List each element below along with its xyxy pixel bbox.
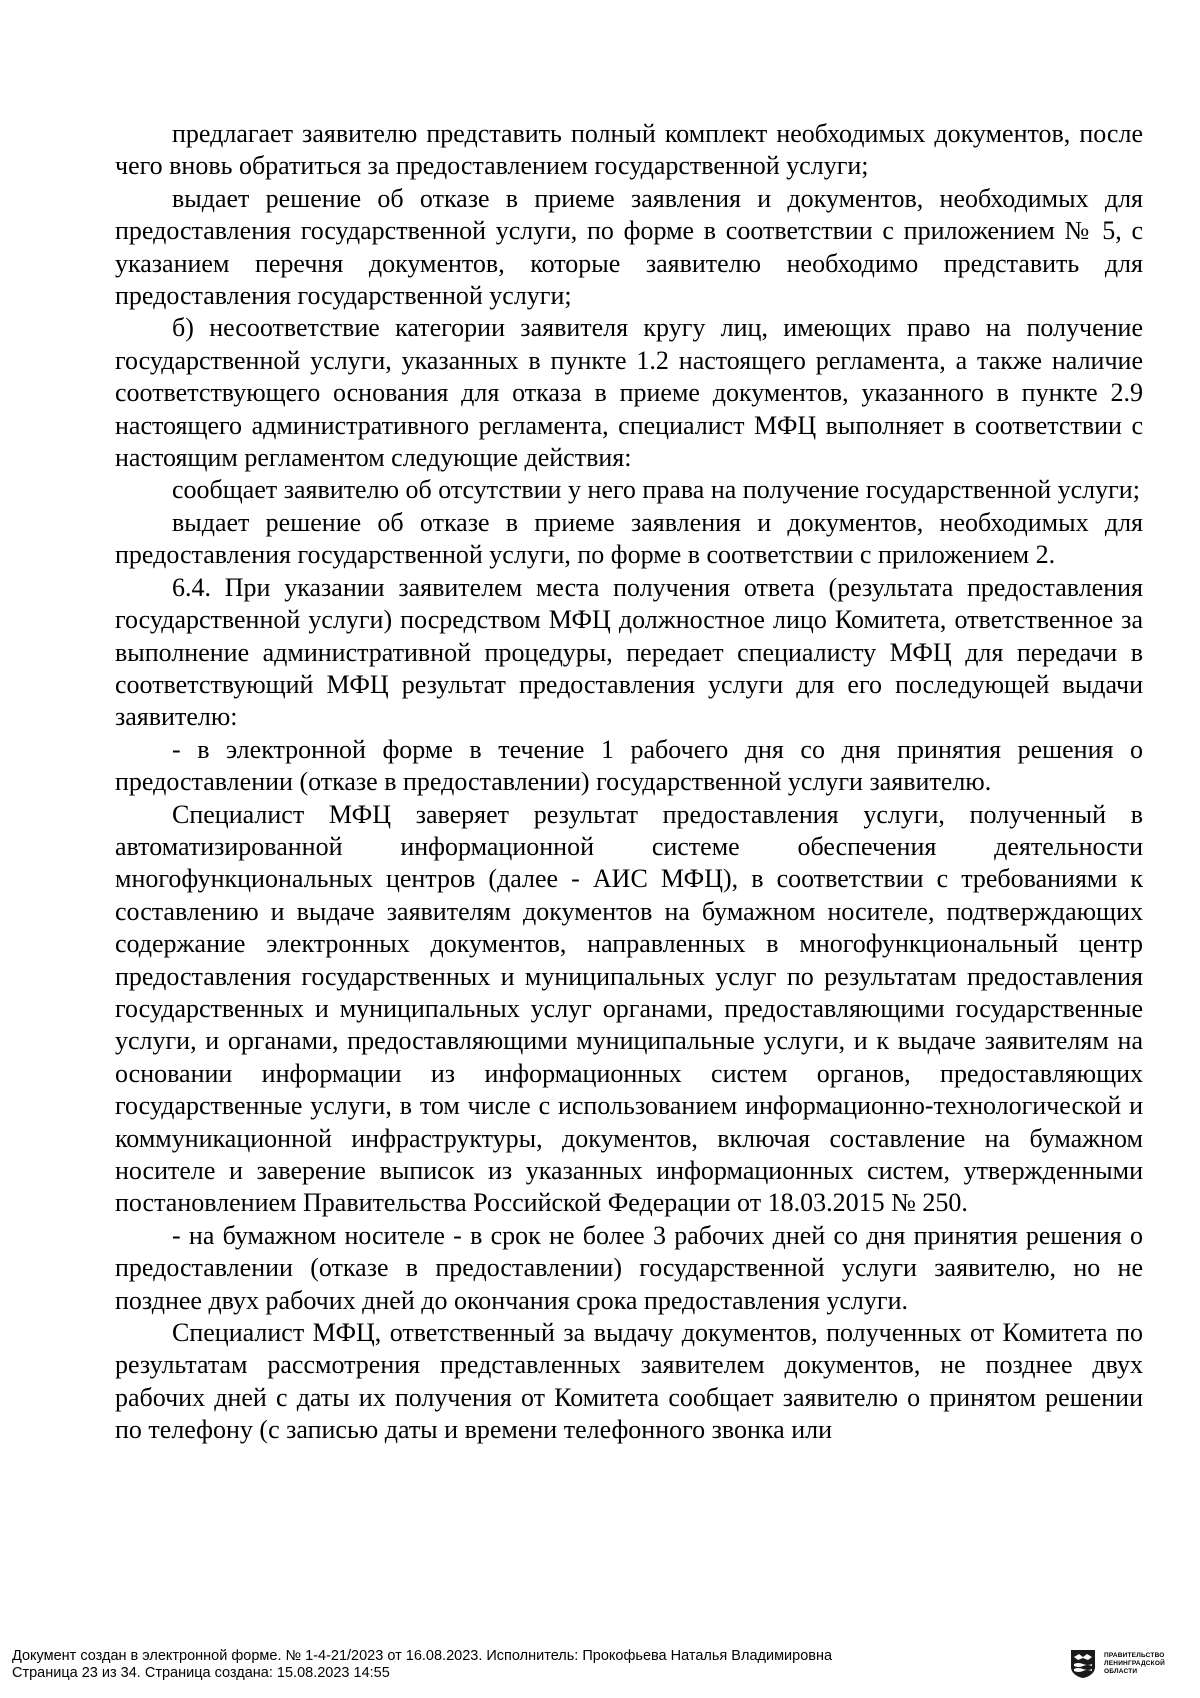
paragraph: выдает решение об отказе в приеме заявления и документов, необходимых для предоставления государственной услуги, по форме в соответствии с приложением № 5, с указанием перечня документов, которые заявителю необходимо представить для предоставления государственной услуги; bbox=[115, 183, 1143, 311]
logo-line: ОБЛАСТИ bbox=[1104, 1668, 1138, 1675]
paragraph: - на бумажном носителе - в срок не более 3 рабочих дней со дня принятия решения о предоставлении (отказе в предоставлении) государственной услуги заявителю, но не позднее двух рабочих дней до окончания срока предоставления услуги. bbox=[115, 1220, 1143, 1315]
document-body bbox=[115, 118, 1143, 1447]
paragraph: выдает решение об отказе в приеме заявления и документов, необходимых для предоставления государственной услуги, по форме в соответствии с приложением 2. bbox=[115, 507, 1143, 570]
paragraph: 6.4. При указании заявителем места получения ответа (результата предоставления государственной услуги) посредством МФЦ должностное лицо Комитета, ответственное за выполнение административной процедуры, передает специалисту МФЦ для передачи в соответствующий МФЦ результат предоставления услуги для его последующей выдачи заявителю: bbox=[115, 572, 1143, 732]
paragraph: Специалист МФЦ, ответственный за выдачу документов, полученных от Комитета по результатам рассмотрения представленных заявителем документов, не позднее двух рабочих дней с даты их получения от Комитета сообщает заявителю о принятом решении по телефону (с записью даты и времени телефонного звонка или bbox=[115, 1318, 1143, 1445]
footer-page-info: Страница 23 из 34. Страница создана: 15.08.2023 14:55 bbox=[12, 1665, 390, 1681]
logo-line: ЛЕНИНГРАДСКОЙ bbox=[1104, 1660, 1165, 1667]
paragraph: - в электронной форме в течение 1 рабочего дня со дня принятия решения о предоставлении (отказе в предоставлении) государственной услуги заявителю. bbox=[115, 734, 1143, 797]
paragraph: предлагает заявителю представить полный комплект необходимых документов, после чего вновь обратиться за предоставлением государственной услуги; bbox=[115, 119, 1143, 181]
paragraph: сообщает заявителю об отсутствии у него права на получение государственной услуги; bbox=[172, 475, 1140, 505]
government-logo bbox=[1070, 1649, 1165, 1679]
document-footer bbox=[12, 1648, 832, 1682]
paragraph: Специалист МФЦ заверяет результат предоставления услуги, полученный в автоматизированной информационной системе обеспечения деятельности многофункциональных центров (далее - АИС МФЦ), в соответствии с требованиями к составлению и выдаче заявителям документов на бумажном носителе, подтверждающих содержание электронных документов, направленных в многофункциональный центр предоставления государственных и муниципальных услуг по результатам предоставления государственных и муниципальных услуг органами, предоставляющими государственные услуги, и органами, предоставляющими муниципальные услуги, и к выдаче заявителям на основании информации из информационных систем органов, предоставляющих государственные услуги, в том числе с использованием информационно-технологической и коммуникационной инфраструктуры, документов, включая составление на бумажном носителе и заверение выписок из указанных информационных систем, утвержденными постановлением Правительства Российской Федерации от 18.03.2015 № 250. bbox=[115, 799, 1143, 1218]
leningrad-region-emblem-icon bbox=[1070, 1649, 1096, 1679]
footer-document-info: Документ создан в электронной форме. № 1-4-21/2023 от 16.08.2023. Исполнитель: Прокофьева Наталья Владимировна bbox=[12, 1648, 833, 1664]
paragraph: б) несоответствие категории заявителя кругу лиц, имеющих право на получение государственной услуги, указанных в пункте 1.2 настоящего регламента, а также наличие соответствующего основания для отказа в приеме документов, указанного в пункте 2.9 настоящего административного регламента, специалист МФЦ выполняет в соответствии с настоящим регламентом следующие действия: bbox=[115, 313, 1143, 473]
logo-line: ПРАВИТЕЛЬСТВО bbox=[1104, 1652, 1165, 1659]
logo-caption bbox=[1104, 1652, 1165, 1676]
